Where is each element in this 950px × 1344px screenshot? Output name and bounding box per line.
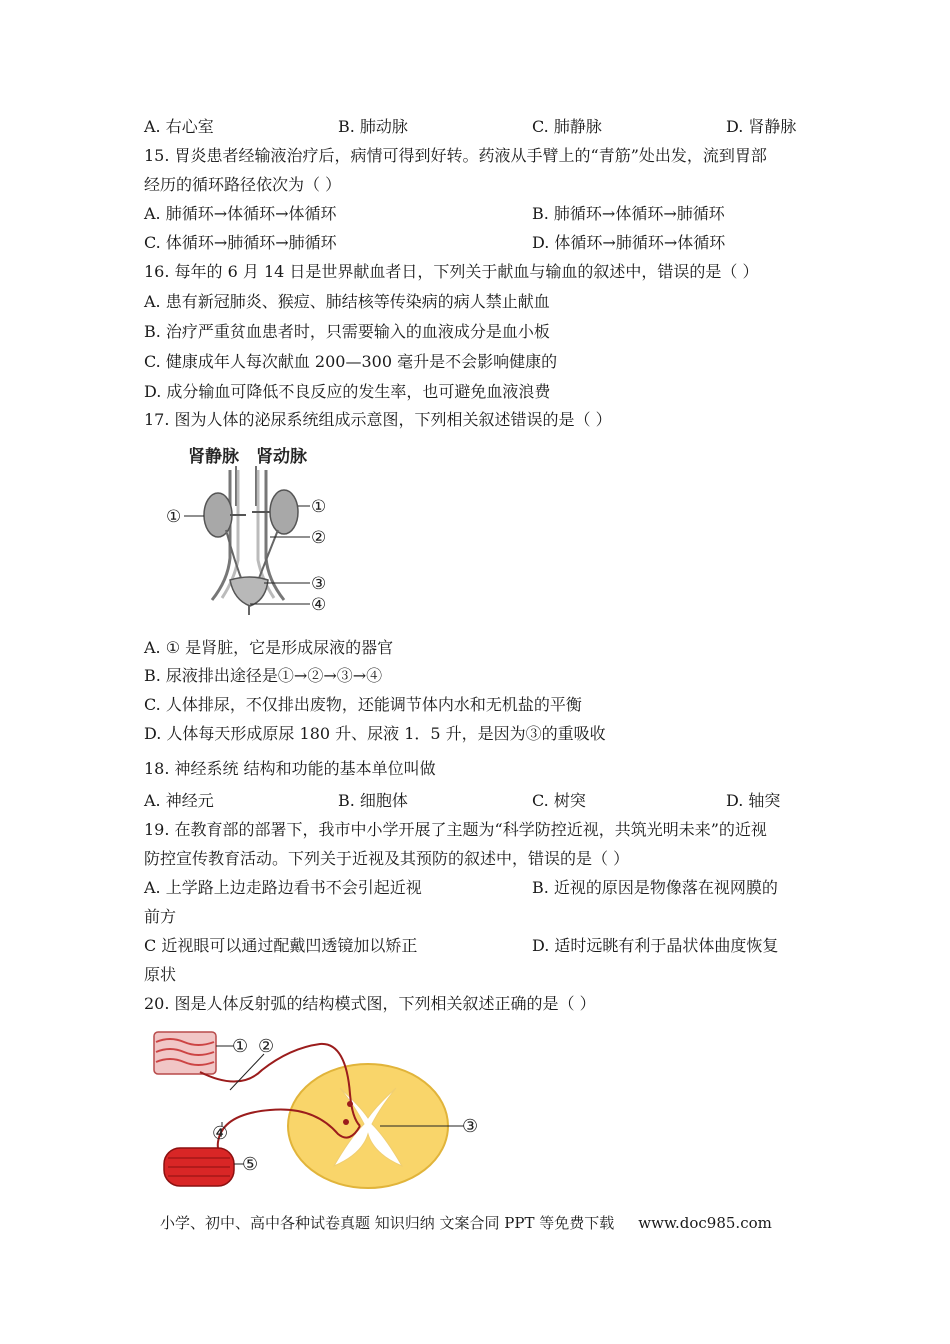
q19-option-a: A. 上学路上边走路边看书不会引起近视: [144, 878, 422, 897]
label-renal-vein: 肾静脉: [188, 447, 239, 467]
q17-option-b: B. 尿液排出途径是①→②→③→④: [144, 666, 383, 685]
footer-url[interactable]: www.doc985.com: [638, 1214, 772, 1232]
q16-option-c: C. 健康成年人每次献血 200—300 毫升是不会影响健康的: [144, 352, 558, 371]
q16-option-d: D. 成分输血可降低不良反应的发生率，也可避免血液浪费: [144, 382, 551, 401]
kidney-right: [270, 490, 298, 534]
label-1: ①: [232, 1036, 249, 1057]
q19-option-c: C 近视眼可以通过配戴凹透镜加以矫正: [144, 936, 418, 955]
q17-option-a: A. ① 是肾脏，它是形成尿液的器官: [144, 638, 394, 657]
q15-stem-line2: 经历的循环路径依次为（ ）: [144, 175, 342, 194]
q19-option-b-cont: 前方: [144, 907, 177, 926]
q15-option-d: D. 体循环→肺循环→体循环: [532, 233, 726, 252]
q14-option-d: D. 肾静脉: [726, 117, 797, 136]
label-4: ④: [212, 1123, 229, 1144]
label-2: ②: [311, 528, 327, 548]
q19-option-d-cont: 原状: [144, 965, 177, 984]
q18-option-b: B. 细胞体: [338, 791, 408, 810]
q19-option-b: B. 近视的原因是物像落在视网膜的: [532, 878, 778, 897]
q18-option-c: C. 树突: [532, 791, 586, 810]
q17-stem: 17. 图为人体的泌尿系统组成示意图，下列相关叙述错误的是（ ）: [144, 410, 612, 429]
q14-option-a: A. 右心室: [144, 117, 214, 136]
bladder: [230, 577, 268, 606]
q18-option-a: A. 神经元: [144, 791, 214, 810]
label-2: ②: [258, 1036, 275, 1057]
reflex-arc-figure: [150, 1026, 490, 1196]
q19-option-d: D. 适时远眺有利于晶状体曲度恢复: [532, 936, 779, 955]
q14-option-c: C. 肺静脉: [532, 117, 602, 136]
label-renal-artery: 肾动脉: [256, 447, 307, 467]
q14-option-b: B. 肺动脉: [338, 117, 408, 136]
q20-stem: 20. 图是人体反射弧的结构模式图，下列相关叙述正确的是（ ）: [144, 994, 596, 1013]
q19-stem-line1: 19. 在教育部的部署下，我市中小学开展了主题为“科学防控近视，共筑光明未来”的近视: [144, 820, 767, 839]
q18-option-d: D. 轴突: [726, 791, 781, 810]
label-3: ③: [311, 574, 327, 594]
q15-option-a: A. 肺循环→体循环→体循环: [144, 204, 337, 223]
label-1-right: ①: [311, 497, 327, 517]
label-4: ④: [311, 595, 327, 615]
q17-option-c: C. 人体排尿，不仅排出废物，还能调节体内水和无机盐的平衡: [144, 695, 582, 714]
label-1-left: ①: [166, 507, 182, 527]
q15-stem-line1: 15. 胃炎患者经输液治疗后，病情可得到好转。药液从手臂上的“青筋”处出发，流到胃部: [144, 146, 767, 165]
urinary-system-figure: [160, 440, 340, 615]
label-3: ③: [462, 1116, 479, 1137]
muscle-effector: [164, 1148, 234, 1186]
q19-stem-line2: 防控宣传教育活动。下列关于近视及其预防的叙述中，错误的是（ ）: [144, 849, 630, 868]
q16-option-a: A. 患有新冠肺炎、猴痘、肺结核等传染病的病人禁止献血: [144, 292, 550, 311]
page-footer: [160, 1212, 772, 1233]
label-5: ⑤: [242, 1154, 259, 1175]
kidney-left: [204, 493, 232, 537]
q15-option-b: B. 肺循环→体循环→肺循环: [532, 204, 725, 223]
q17-option-d: D. 人体每天形成原尿 180 升、尿液 1．5 升，是因为③的重吸收: [144, 724, 606, 743]
q16-stem: 16. 每年的 6 月 14 日是世界献血者日，下列关于献血与输血的叙述中，错误的是（ ）: [144, 262, 759, 281]
footer-text: 小学、初中、高中各种试卷真题 知识归纳 文案合同 PPT 等免费下载: [160, 1214, 615, 1232]
q15-option-c: C. 体循环→肺循环→肺循环: [144, 233, 337, 252]
q18-stem: 18. 神经系统 结构和功能的基本单位叫做: [144, 759, 436, 778]
skin-receptor: [154, 1032, 216, 1074]
q16-option-b: B. 治疗严重贫血患者时，只需要输入的血液成分是血小板: [144, 322, 550, 341]
